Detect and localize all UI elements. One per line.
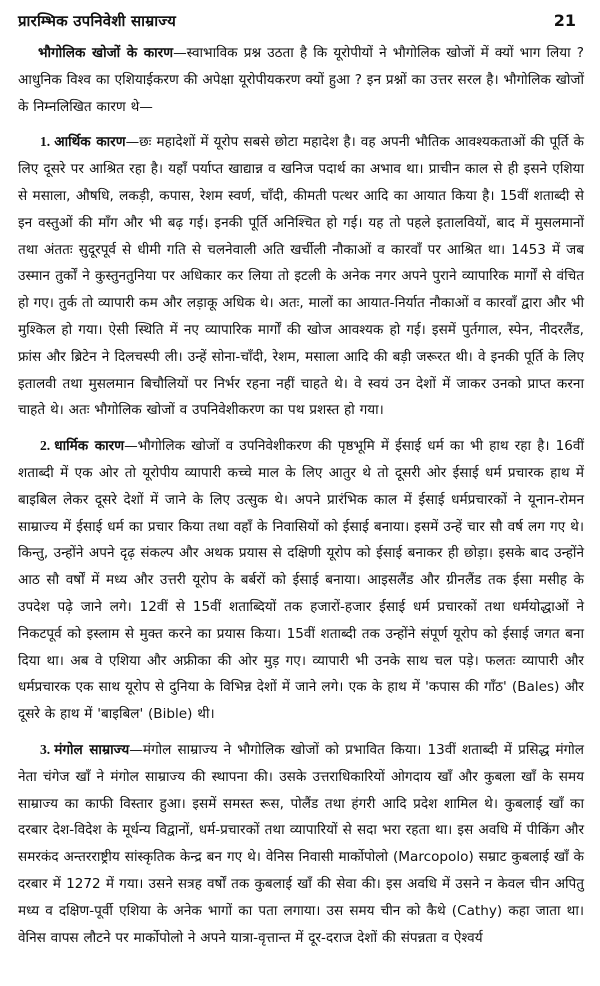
religious-causes-paragraph [18,433,584,728]
section-number: 1. [40,134,51,150]
economic-causes-heading: आर्थिक कारण [54,134,126,151]
religious-causes-heading: धार्मिक कारण [54,438,125,455]
mongol-empire-text: —मंगोल साम्राज्य ने भौगोलिक खोजों को प्रभावित किया। 13वीं शताब्दी में प्रसिद्ध मंगोल नेता चंगेज खाँ ने मंगोल साम्राज्य की स्थापना की। उसके उत्तराधिकारियों ओगदाय खाँ और कुबला खाँ के समय साम्राज्य का काफी विस्तार हुआ। इसमें समस्त रूस, पोलैंड तथा हंगरी आदि प्रदेश शामिल थे। कुबलाई खाँ का दरबार देश-विदेश के मूर्धन्य विद्वानों, धर्म-प्रचारकों तथा व्यापारियों से सदा भरा रहता था। इस अवधि में पीकिंग और समरकंद अन्तरराष्ट्रीय सांस्कृतिक केन्द्र बन गए थे। वेनिस निवासी मार्कोपोलो (Marcopolo) सम्राट कुबलाई खाँ के दरबार में 1272 में गया। उसने सत्रह वर्षों तक कुबलाई खाँ की सेवा की। इस अवधि में उसने न केवल चीन अपितु मध्य व दक्षिण-पूर्वी एशिया के अनेक भागों का पता लगाया। उस समय चीन को कैथे (Cathy) कहा जाता था। वेनिस वापस लौटने पर मार्कोपोलो ने अपने यात्रा-वृत्तान्त में दूर-दराज देशों की संपन्नता व ऐश्वर्य [18,741,585,946]
mongol-empire-paragraph [18,737,584,951]
mongol-empire-heading: मंगोल साम्राज्य [54,741,130,758]
economic-causes-text: —छः महादेशों में यूरोप सबसे छोटा महादेश है। वह अपनी भौतिक आवश्यकताओं की पूर्ति के लिए दूसरे पर आश्रित रहा है। यहाँ पर्याप्त खाद्यान्न व खनिज पदार्थ का अभाव था। प्राचीन काल से ही इसने एशिया से मसाला, औषधि, लकड़ी, कपास, रेशम स्वर्ण, चाँदी, कीमती पत्थर आदि का आयात किया है। 15वीं शताब्दी से इन वस्तुओं की माँग और भी बढ़ गई। इनकी पूर्ति अनिश्चित हो गई। यह तो पहले इतालवियों, बाद में मुसलमानों तथा अंततः सुदूरपूर्व से धीमी गति से चलनेवाली अति खर्चीली नौकाओं व कारवाँ पर आश्रित था। 1453 में जब उस्मान तुर्कों ने कुस्तुनतुनिया पर अधिकार कर लिया तो इटली के अनेक नगर अपने पुराने व्यापारिक मार्गों से वंचित हो गए। तुर्क तो व्यापारी कम और लड़ाकू अधिक थे। अतः, मालों का आयात-निर्यात नौकाओं व कारवाँ द्वारा और भी मुश्किल हो गया। ऐसी स्थिति में नए व्यापारिक मार्गों की खोज आवश्यक हो गई। इसमें पुर्तगाल, स्पेन, नीदरलैंड, फ्रांस और ब्रिटेन ने दिलचस्पी ली। उन्हें सोना-चाँदी, रेशम, मसाला आदि की बड़ी जरूरत थी। वे इनकी पूर्ति के लिए इतालवी तथा मुसलमान बिचौलियों पर निर्भर रहना नहीं चाहते थे। वे स्वयं उन देशों में जाकर उनको प्राप्त करना चाहते थे। अतः भौगोलिक खोजों व उपनिवेशीकरण का पथ प्रशस्त हो गया। [18,134,584,419]
economic-causes-paragraph [18,129,584,424]
page-number: 21 [553,11,576,30]
intro-heading: भौगोलिक खोजों के कारण [38,45,174,61]
intro-paragraph [18,40,584,120]
section-number: 2. [40,438,51,454]
religious-causes-text: —भौगोलिक खोजों व उपनिवेशीकरण की पृष्ठभूमि में ईसाई धर्म का भी हाथ रहा है। 16वीं शताब्दी में एक ओर तो यूरोपीय व्यापारी कच्चे माल के लिए आतुर थे तो दूसरी ओर ईसाई धर्म प्रचारक हाथ में बाइबिल लेकर दूसरे देशों में जाने के लिए उत्सुक थे। अपने प्रारंभिक काल में ईसाई धर्मप्रचारकों ने यूनान-रोमन साम्राज्य में ईसाई धर्म का प्रचार किया तथा वहाँ के निवासियों को ईसाई बनाया। इसमें उन्हें चार सौ वर्ष लग गए थे। किन्तु, उन्होंने अपने दृढ़ संकल्प और अथक प्रयास से दक्षिणी यूरोप को ईसाई बनाकर ही छोड़ा। इसके बाद उन्होंने आठ सौ वर्षों में मध्य और उत्तरी यूरोप के बर्बरों को ईसाई बनाया। आइसलैंड और ग्रीनलैंड तक ईसा मसीह के उपदेश पढ़े जाने लगे। 12वीं से 15वीं शताब्दियों तक हजारों-हजार ईसाई धर्म प्रचारकों तथा धर्मयोद्धाओं ने निकटपूर्व को इस्लाम से मुक्त करने का प्रयास किया। 15वीं शताब्दी तक उन्होंने संपूर्ण यूरोप को ईसाई जगत बना दिया था। अब वे एशिया और अफ्रीका की ओर मुड़ गए। व्यापारी भी उनके साथ चल पड़े। फलतः व्यापारी और धर्मप्रचारक एक साथ यूरोप से दुनिया के विभिन्न देशों में जाने लगे। एक के हाथ में 'कपास की गाँठ' (Bales) और दूसरे के हाथ में 'बाइबिल' (Bible) थी। [18,438,584,723]
intro-text: —स्वाभाविक प्रश्न उठता है कि यूरोपीयों ने भौगोलिक खोजों में क्यों भाग लिया ? आधुनिक विश्व का एशियाईकरण की अपेक्षा यूरोपीयकरण क्यों हुआ ? इन प्रश्नों का उत्तर सरल है। भौगोलिक खोजों के निम्नलिखित कारण थे— [18,45,584,115]
running-header [18,10,584,40]
chapter-title: प्रारम्भिक उपनिवेशी साम्राज्य [18,12,176,30]
section-number: 3. [40,741,51,757]
